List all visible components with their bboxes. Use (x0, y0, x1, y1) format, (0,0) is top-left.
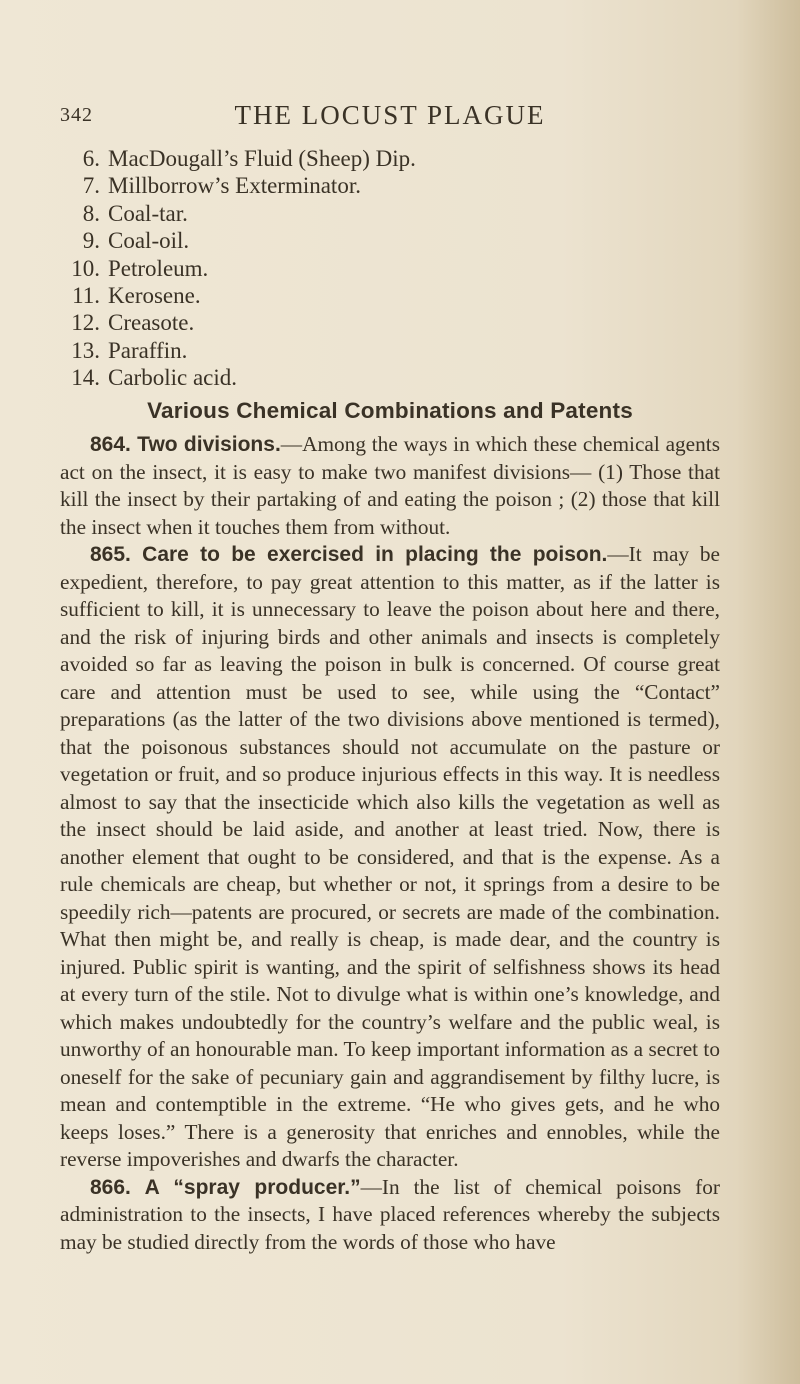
list-number: 8. (82, 200, 100, 226)
body-text (60, 431, 720, 1256)
list-item (62, 364, 416, 391)
list-number: 9. (82, 228, 100, 254)
paragraph-heading: 866. A “spray producer.” (90, 1175, 361, 1199)
list-text: Petroleum. (108, 255, 209, 281)
list-number: 7. (82, 173, 100, 199)
paragraph (60, 431, 720, 541)
list-text: Coal-oil. (108, 228, 190, 254)
paragraph-text: —It may be expedient, therefore, to pay great attention to this matter, as if the latter is sufficient to kill, it is unnecessary to leave the poison about here and there, and the risk of injuring birds and other animals and insects is completely avoided so far as leaving the poison in bulk is concerned. Of course great care and attention must be used to see, while using the “Contact” preparations (as the latter of the two divisions above mentioned is termed), that the poisonous substances should not accumulate on the pasture or vegetation or fruit, and so produce injurious effects in this way. It is needless almost to say that the insecticide which also kills the vegetation as well as the insect should be laid aside, and another at least tried. Now, there is another element that ought to be considered, and that is the expense. As a rule chemicals are cheap, but whether or not, it springs from a desire to be speedily rich—patents are procured, or secrets are made of the combination. What then might be, and really is cheap, is made dear, and the country is injured. Public spirit is wanting, and the spirit of selfishness shows its head at every turn of the stile. Not to divulge what is within one’s knowledge, and which makes undoubtedly for the country’s welfare and the public weal, is unworthy of an honourable man. To keep important information as a secret to oneself for the sake of pecuniary gain and aggrandisement by filthy lucre, is mean and contemptible in the extreme. “He who gives gets, and he who keeps loses.” There is a generosity that enriches and ennobles, while the reverse impoverishes and dwarfs the character. (60, 542, 720, 1171)
list-number: 12. (71, 310, 100, 336)
list-number: 10. (71, 255, 100, 281)
paragraph-heading: 865. Care to be exercised in placing the poison. (90, 543, 608, 566)
list-item (62, 200, 416, 227)
list-number: 14. (71, 365, 100, 391)
paragraph (60, 541, 720, 1174)
chemical-list (62, 145, 416, 392)
list-item (62, 309, 416, 336)
list-number: 13. (71, 337, 100, 363)
list-item (62, 255, 416, 282)
page-header (60, 100, 720, 140)
list-number: 11. (72, 282, 100, 308)
section-heading: Various Chemical Combinations and Patents (147, 398, 633, 423)
list-text: MacDougall’s Fluid (Sheep) Dip. (108, 146, 416, 171)
list-text: Millborrow’s Exterminator. (108, 173, 361, 199)
list-text: Paraffin. (108, 337, 188, 363)
paragraph (60, 1174, 720, 1257)
list-item (62, 337, 416, 364)
list-text: Creasote. (108, 310, 195, 336)
list-text: Kerosene. (108, 282, 201, 308)
list-item (62, 282, 416, 309)
list-number: 6. (82, 146, 100, 171)
running-title: THE LOCUST PLAGUE (234, 100, 546, 130)
paragraph-text: —In the list of chemical poisons for administration to the insects, I have placed references whereby the subjects may be studied directly from the words of those who have (60, 1174, 720, 1254)
list-item (62, 172, 416, 199)
list-text: Carbolic acid. (108, 365, 238, 391)
paragraph-heading: 864. Two divisions. (90, 433, 281, 456)
page-number: 342 (60, 104, 93, 126)
list-item (62, 145, 416, 172)
paragraph-text: —Among the ways in which these chemical agents act on the insect, it is easy to make two manifest divisions— (1) Those that kill the insect by their partaking of and eating the poison ; (2) those that kill the insect when it touches them from without. (60, 432, 720, 539)
list-text: Coal-tar. (108, 200, 188, 226)
list-item (62, 227, 416, 254)
